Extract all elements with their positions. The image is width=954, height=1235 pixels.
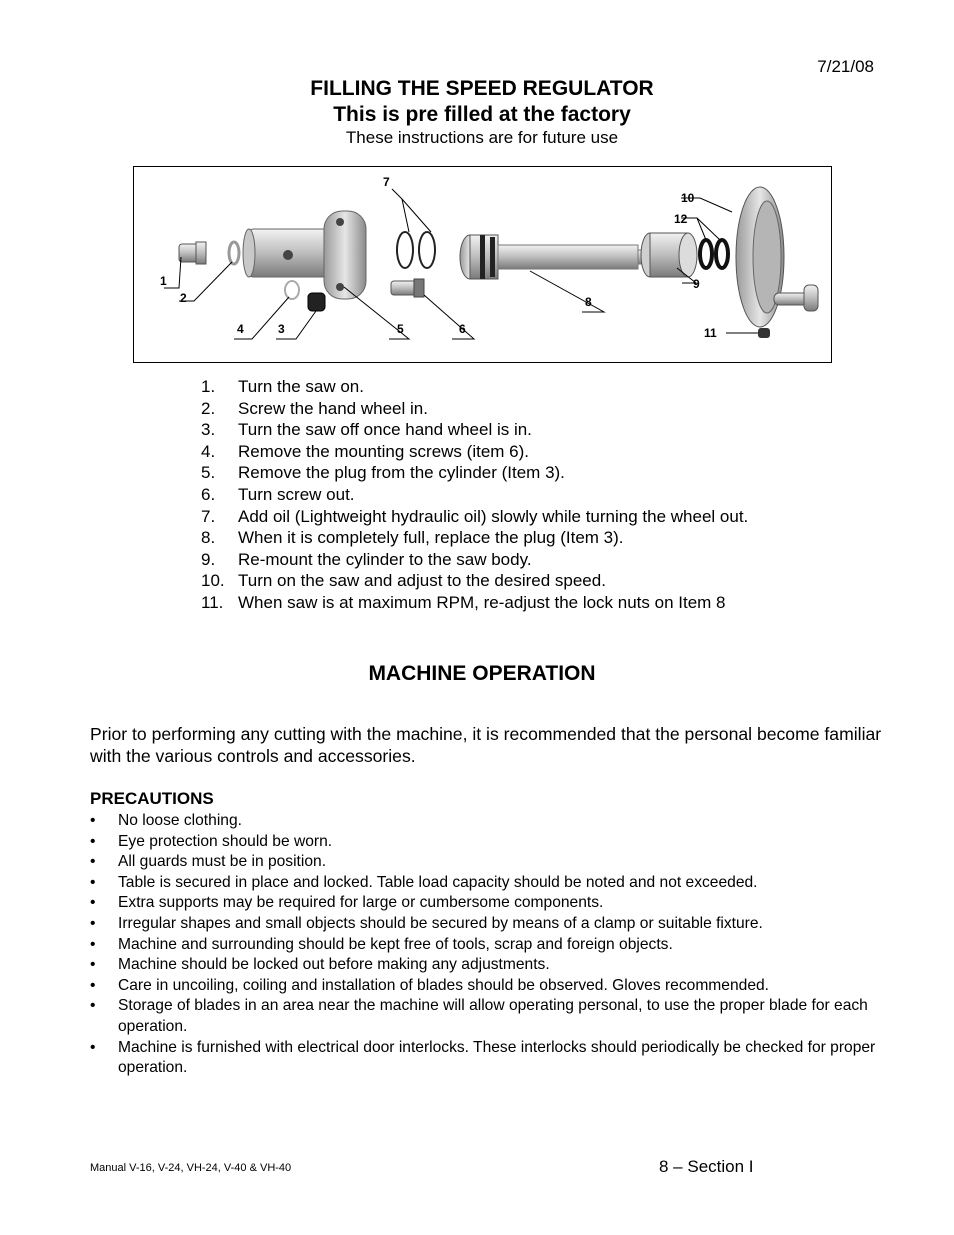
list-item: • Machine should be locked out before making any adjustments.: [90, 955, 890, 976]
list-item: • Eye protection should be worn.: [90, 832, 890, 853]
operation-title: MACHINE OPERATION: [368, 662, 596, 685]
item-9-collar: [641, 233, 697, 277]
list-item: 3. Turn the saw off once hand wheel is in.: [201, 420, 532, 440]
instruction-steps: [201, 376, 748, 614]
callout-3: 3: [278, 322, 285, 336]
item-7-orings: [397, 232, 435, 268]
list-item: 9. Re-mount the cylinder to the saw body.: [201, 549, 532, 569]
item-4-oring: [285, 281, 299, 299]
list-item: • Irregular shapes and small objects should be secured by means of a clamp or suitable fixture.: [90, 914, 890, 935]
callout-5: 5: [397, 322, 404, 336]
item-3-plug: [308, 293, 325, 311]
item-12-nuts: [700, 240, 728, 268]
speed-regulator-drawing: [134, 167, 831, 362]
list-item: 4. Remove the mounting screws (item 6).: [201, 441, 529, 461]
list-item: 7. Add oil (Lightweight hydraulic oil) slowly while turning the wheel out.: [201, 506, 749, 526]
list-item: • Machine and surrounding should be kept free of tools, scrap and foreign objects.: [90, 935, 890, 956]
callout-10: 10: [681, 191, 695, 205]
precautions-heading: PRECAUTIONS: [90, 789, 214, 808]
item-11-screw: [726, 328, 770, 338]
item-6-screw: [391, 279, 424, 297]
list-item: • Extra supports may be required for large or cumbersome components.: [90, 893, 890, 914]
callout-1: 1: [160, 274, 167, 288]
section-note: These instructions are for future use: [345, 128, 619, 147]
list-item: 2. Screw the hand wheel in.: [201, 398, 428, 418]
item-8-threaded-rod: [460, 235, 668, 279]
item-10-hand-wheel: [736, 187, 818, 327]
list-item: 10. Turn on the saw and adjust to the desired speed.: [201, 571, 606, 591]
callout-4: 4: [237, 322, 244, 336]
list-item: 5. Remove the plug from the cylinder (Item 3).: [201, 463, 565, 483]
list-item: 8. When it is completely full, replace the plug (Item 3).: [201, 528, 624, 548]
callout-6: 6: [459, 322, 466, 336]
callout-7: 7: [383, 175, 390, 189]
item-2-oring: [229, 242, 239, 264]
exploded-diagram: [133, 166, 832, 363]
callout-9: 9: [693, 277, 700, 291]
item-5-cylinder: [243, 211, 366, 299]
list-item: • Machine is furnished with electrical door interlocks. These interlocks should periodically be checked for proper operation.: [90, 1038, 890, 1079]
list-item: • Table is secured in place and locked. Table load capacity should be noted and not exceeded.: [90, 873, 890, 894]
callout-11: 11: [704, 326, 717, 340]
list-item: • Care in uncoiling, coiling and installation of blades should be observed. Gloves recommended.: [90, 976, 890, 997]
section-subtitle: This is pre filled at the factory: [333, 103, 631, 126]
page-date: 7/21/08: [817, 57, 874, 76]
section-title: FILLING THE SPEED REGULATOR: [310, 77, 654, 100]
callout-2: 2: [180, 291, 187, 305]
list-item: • No loose clothing.: [90, 811, 890, 832]
list-item: • All guards must be in position.: [90, 852, 890, 873]
precautions-list: [90, 811, 890, 1079]
operation-paragraph: Prior to performing any cutting with the machine, it is recommended that the personal become familiar with the various controls and accessories.: [90, 724, 882, 766]
callout-12: 12: [674, 212, 688, 226]
list-item: • Storage of blades in an area near the machine will allow operating personal, to use the proper blade for each operation.: [90, 996, 890, 1037]
footer-page-number: 8 – Section I: [659, 1157, 754, 1176]
list-item: 1. Turn the saw on.: [201, 377, 364, 396]
item-1-fitting: [179, 242, 206, 264]
list-item: 11. When saw is at maximum RPM, re-adjust the lock nuts on Item 8: [201, 592, 726, 612]
footer-manual: Manual V-16, V-24, VH-24, V-40 & VH-40: [90, 1162, 292, 1174]
list-item: 6. Turn screw out.: [201, 484, 355, 504]
callout-8: 8: [585, 295, 592, 309]
